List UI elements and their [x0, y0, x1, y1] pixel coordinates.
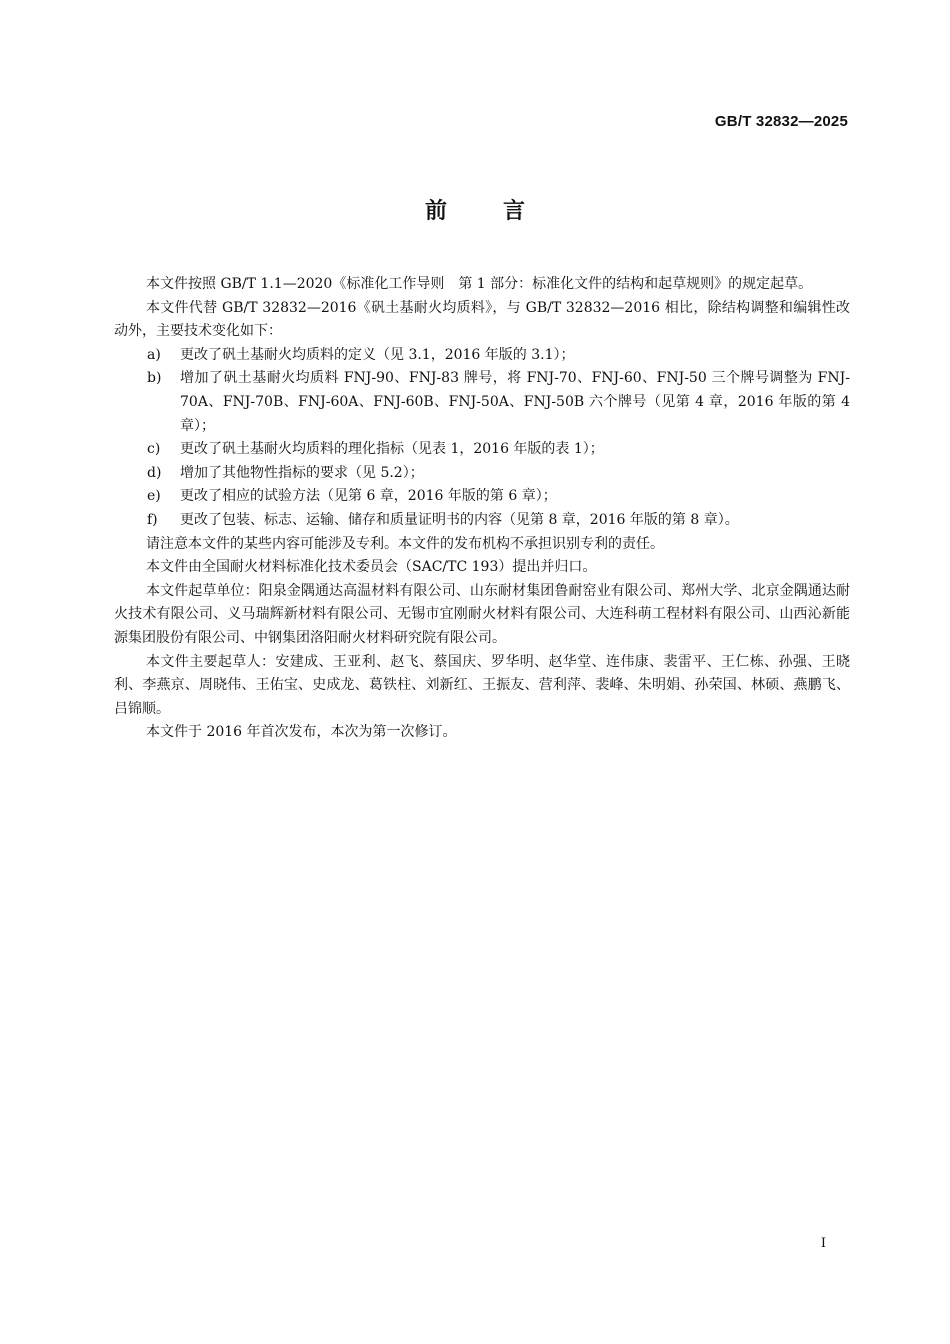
paragraph-committee: 本文件由全国耐火材料标准化技术委员会（SAC/TC 193）提出并归口。: [146, 559, 597, 576]
list-item-text: 增加了矾土基耐火均质料 FNJ-90、FNJ-83 牌号，将 FNJ-70、FNJ-60、FNJ-50 三个牌号调整为 FNJ-70A、FNJ-70B、FNJ-60A、FNJ-60B、FNJ-50A、FNJ-50B 六个牌号（见第 4 章，2016 年版的第 4 章）；: [180, 370, 850, 434]
list-item: [114, 485, 850, 509]
paragraph-replacement: 本文件代替 GB/T 32832—2016《矾土基耐火均质料》，与 GB/T 32832—2016 相比，除结构调整和编辑性改动外，主要技术变化如下：: [114, 299, 850, 340]
standard-number: GB/T 32832—2025: [714, 113, 848, 130]
list-item-marker: f): [147, 511, 158, 528]
paragraph-drafting-units: 本文件起草单位：阳泉金隅通达高温材料有限公司、山东耐材集团鲁耐窑业有限公司、郑州大学、北京金隅通达耐火技术有限公司、义马瑞辉新材料有限公司、无锡市宜刚耐火材料有限公司、大连科萌工程材料有限公司、山西沁新能源集团股份有限公司、中钢集团洛阳耐火材料研究院有限公司。: [114, 582, 850, 646]
list-item-marker: a): [147, 346, 161, 363]
list-item: [114, 462, 850, 486]
foreword-body: [114, 273, 850, 745]
list-item-marker: c): [147, 441, 161, 458]
paragraph-drafters: 本文件主要起草人：安建成、王亚利、赵飞、蔡国庆、罗华明、赵华堂、连伟康、裴雷平、王仁栋、孙强、王晓利、李燕京、周晓伟、王佑宝、史成龙、葛铁柱、刘新红、王振友、营利萍、裴峰、朱明娟、孙荣国、林硕、燕鹏飞、吕锦顺。: [114, 653, 850, 717]
list-item-marker: d): [147, 464, 162, 481]
paragraph-history: 本文件于 2016 年首次发布，本次为第一次修订。: [146, 724, 457, 741]
list-item-text: 更改了包装、标志、运输、储存和质量证明书的内容（见第 8 章，2016 年版的第 8 章）。: [180, 511, 739, 528]
title-char-1: 前: [424, 199, 447, 224]
list-item-marker: b): [147, 370, 162, 387]
page-number: I: [820, 1236, 826, 1251]
title-char-2: 言: [503, 199, 526, 224]
list-item: [114, 509, 850, 533]
list-item: [114, 438, 850, 462]
list-item-text: 增加了其他物性指标的要求（见 5.2）；: [180, 464, 424, 481]
list-item-marker: e): [147, 488, 161, 505]
list-item: [114, 367, 850, 438]
list-item-text: 更改了相应的试验方法（见第 6 章，2016 年版的第 6 章）；: [180, 488, 557, 505]
changes-list: [114, 344, 850, 533]
list-item-text: 更改了矾土基耐火均质料的理化指标（见表 1，2016 年版的表 1）；: [180, 441, 604, 458]
list-item: [114, 344, 850, 368]
paragraph-patent-notice: 请注意本文件的某些内容可能涉及专利。本文件的发布机构不承担识别专利的责任。: [146, 535, 664, 552]
paragraph-drafting-rules: 本文件按照 GB/T 1.1—2020《标准化工作导则 第 1 部分：标准化文件的结构和起草规则》的规定起草。: [146, 276, 813, 292]
list-item-text: 更改了矾土基耐火均质料的定义（见 3.1，2016 年版的 3.1）；: [180, 346, 575, 363]
page-title: [0, 194, 950, 225]
